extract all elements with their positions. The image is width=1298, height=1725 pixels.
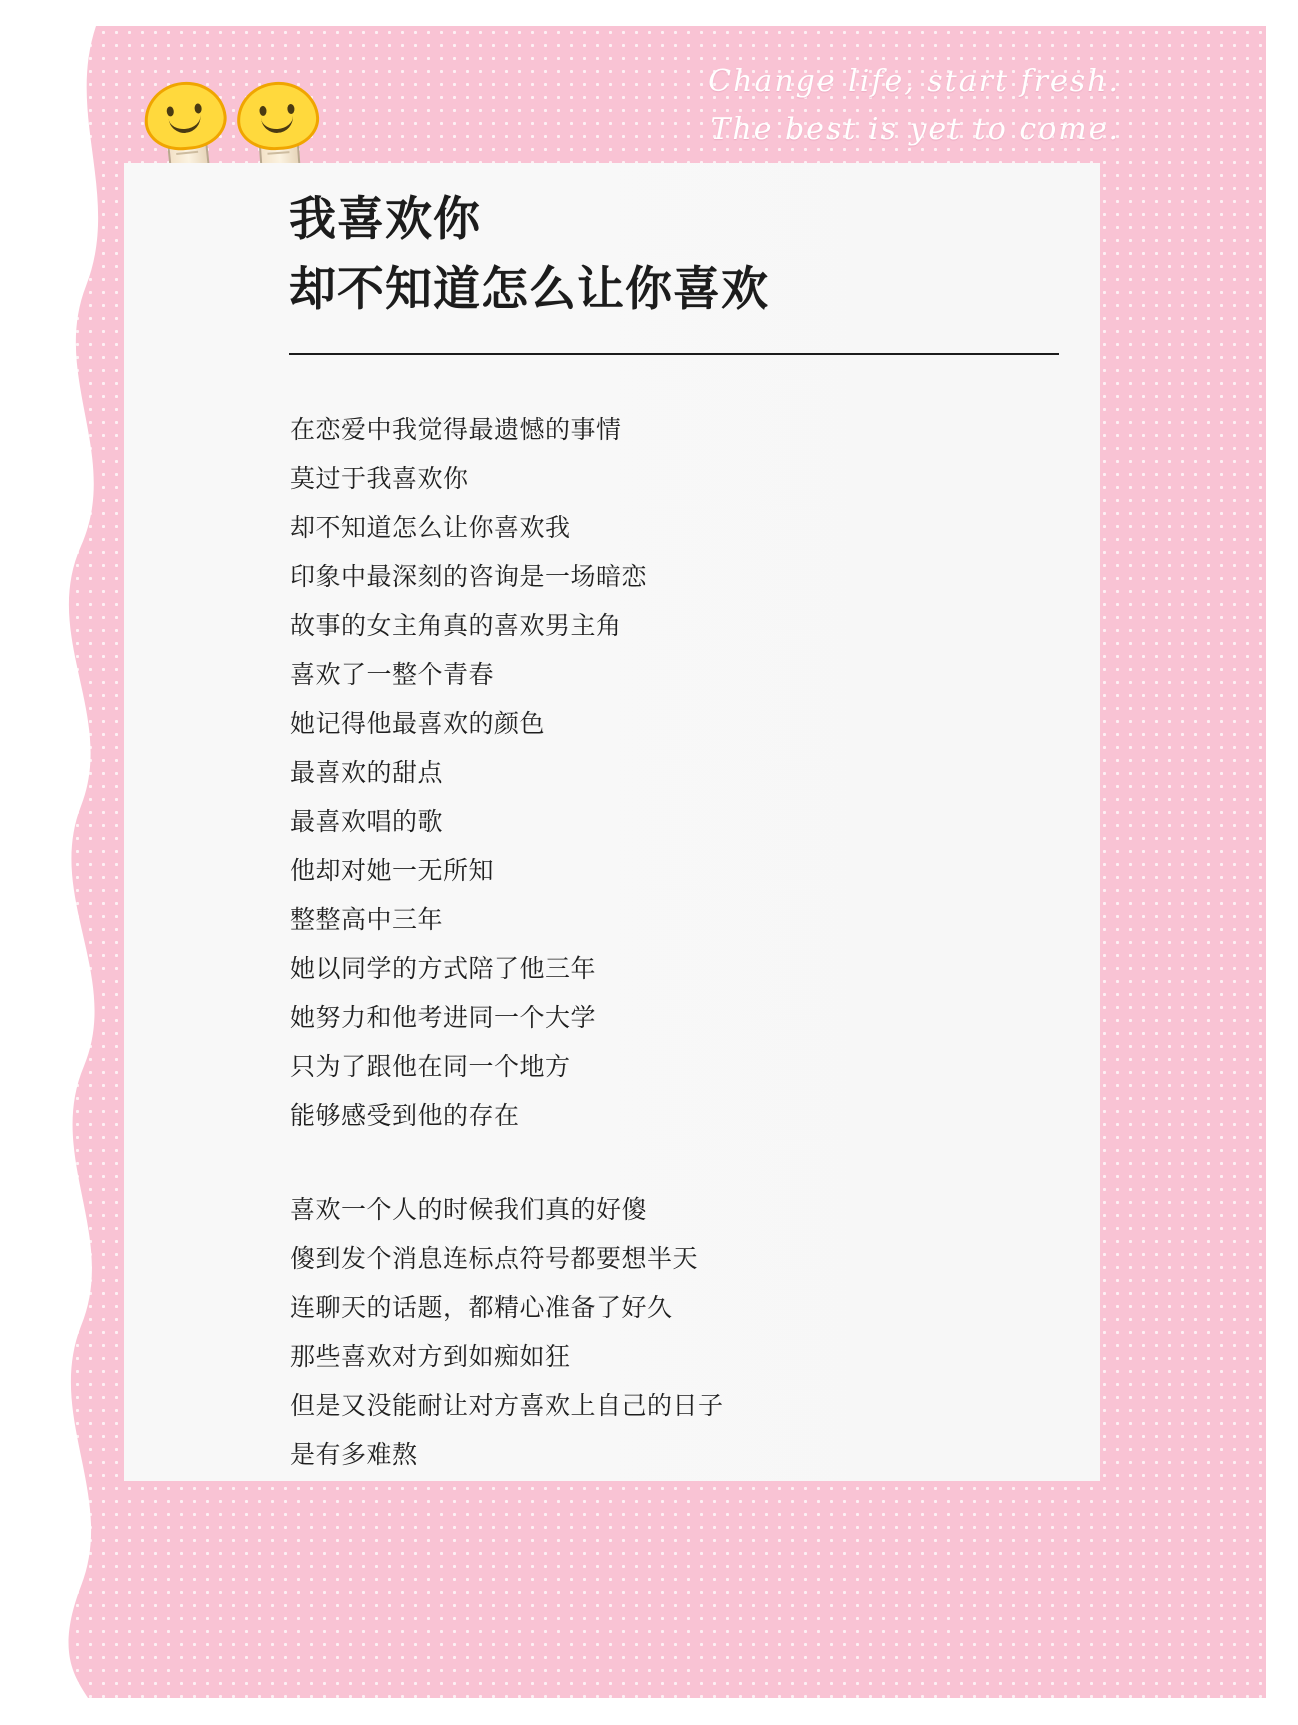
body-line: 却不知道怎么让你喜欢我 [290,513,571,542]
body-line: 她以同学的方式陪了他三年 [290,954,597,983]
script-line-2: The best is yet to come. [710,112,1120,147]
script-line-1: Change life, start fresh. [708,64,1120,99]
body-line: 只为了跟他在同一个地方 [290,1052,571,1081]
body-line: 印象中最深刻的咨询是一场暗恋 [290,562,648,591]
script-tagline [660,58,1120,154]
body-line: 最喜欢唱的歌 [290,807,444,836]
body-line: 喜欢一个人的时候我们真的好傻 [290,1195,648,1224]
body-line: 莫过于我喜欢你 [290,464,469,493]
content-card [124,163,1100,1481]
page-title [289,185,1049,325]
body-line: 是有多难熬 [290,1440,418,1469]
body-line: 但是又没能耐让对方喜欢上自己的日子 [290,1391,724,1420]
body-text [290,405,1080,1479]
body-line: 他却对她一无所知 [290,856,495,885]
smiley-mouth [261,112,294,134]
smiley-face [141,78,230,154]
body-line: 整整高中三年 [290,905,444,934]
body-line: 连聊天的话题，都精心准备了好久 [290,1293,673,1322]
body-line: 喜欢了一整个青春 [290,660,495,689]
smiley-face [235,79,322,153]
body-line: 她努力和他考进同一个大学 [290,1003,597,1032]
body-line: 她记得他最喜欢的颜色 [290,709,546,738]
body-line: 能够感受到他的存在 [290,1101,520,1130]
title-line-1: 我喜欢你 [289,192,481,247]
paragraph-spacer [290,1140,1080,1185]
body-line: 傻到发个消息连标点符号都要想半天 [290,1244,699,1273]
title-divider [289,353,1059,355]
body-line: 最喜欢的甜点 [290,758,444,787]
body-line: 那些喜欢对方到如痴如狂 [290,1342,571,1371]
title-line-2: 却不知道怎么让你喜欢 [289,262,769,317]
body-line: 在恋爱中我觉得最遗憾的事情 [290,415,622,444]
body-line: 故事的女主角真的喜欢男主角 [290,611,622,640]
smiley-mouth [168,111,202,134]
